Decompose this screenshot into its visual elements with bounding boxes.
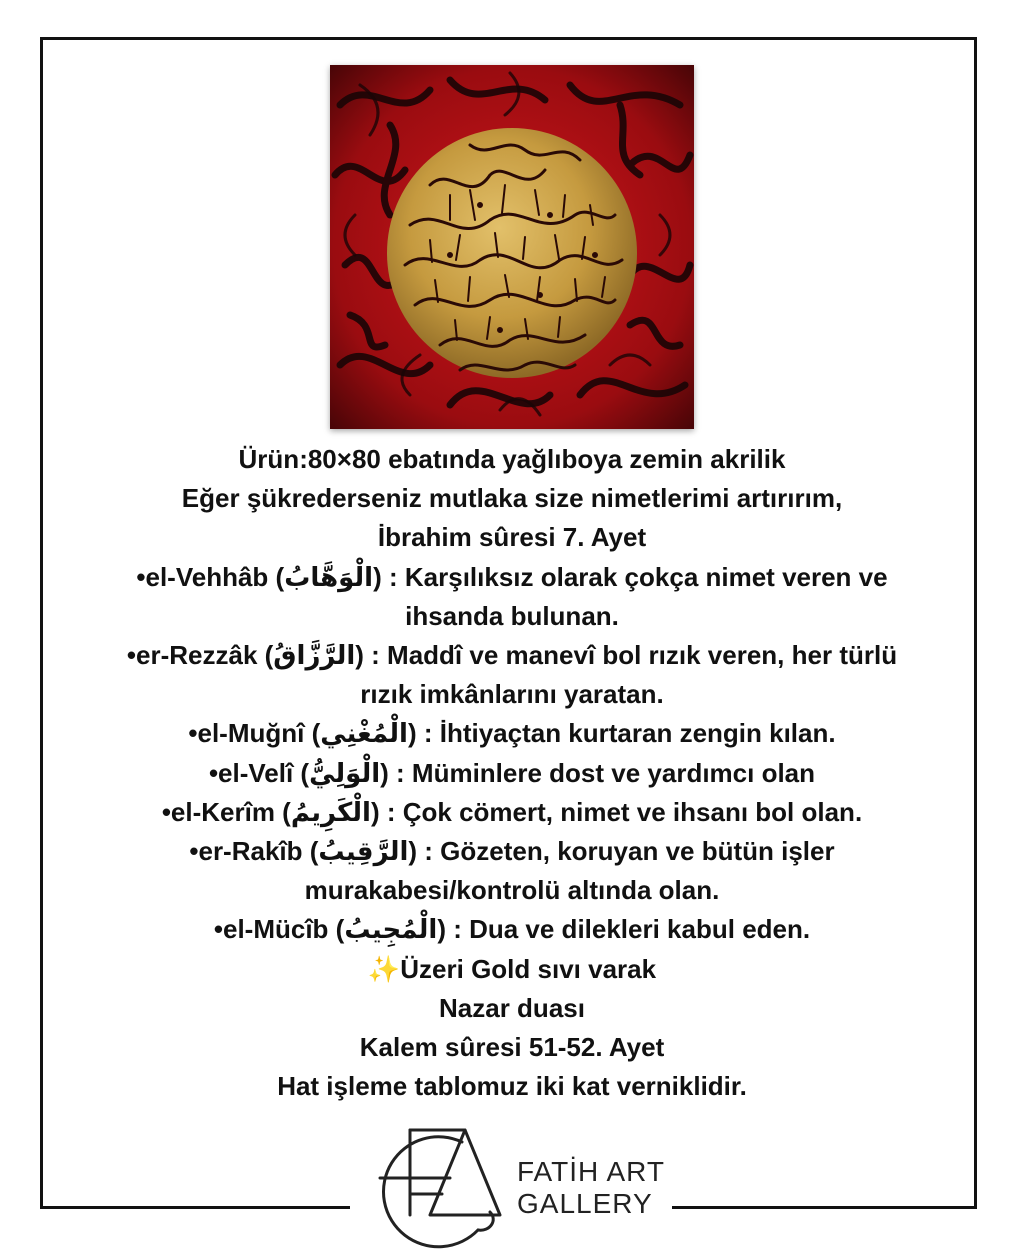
fatih-art-gallery-logo-icon [370,1120,510,1257]
name-veli-line: •el-Velî (الْوَلِيُّ) : Müminlere dost ve yardımcı olan [208,757,816,788]
name-rezzak-line: •er-Rezzâk (الرَّزَّاقُ) : Maddî ve manevî bol rızık veren, her türlü [126,640,898,671]
frame-bottom-right [672,1206,977,1209]
name-vehhab-continuation: ihsanda bulunan. [405,600,619,631]
name-kerim-line: •el-Kerîm (الْكَرِيمُ) : Çok cömert, nimet ve ihsanı bol olan. [161,796,863,827]
product-size-line: Ürün:80×80 ebatında yağlıboya zemin akrilik [238,444,786,474]
varnish-line: Hat işleme tablomuz iki kat verniklidir. [277,1071,747,1102]
frame-bottom-left [40,1206,350,1209]
name-mugni-line: •el-Muğnî (الْمُغْنِي) : İhtiyaçtan kurtaran zengin kılan. [188,718,836,749]
product-description [60,440,964,1106]
verse-line: Eğer şükrederseniz mutlaka size nimetlerimi artırırım, [181,483,843,514]
name-mucib-line: •el-Mücîb (الْمُجِيبُ) : Dua ve dilekleri kabul eden. [213,914,811,945]
calligraphy-painting-image [330,65,694,429]
gallery-name-line2: GALLERY [517,1188,653,1219]
kalem-suresi-line: Kalem sûresi 51-52. Ayet [359,1032,665,1063]
gallery-name-line1: FATİH ART [517,1156,665,1187]
gallery-logo [360,1120,670,1257]
nazar-duasi-line: Nazar duası [439,992,585,1023]
name-rakib-line: •er-Rakîb (الرَّقِيبُ) : Gözeten, koruyan ve bütün işler [189,836,835,867]
calligraphy-painting-icon [330,65,694,429]
name-rakib-continuation: murakabesi/kontrolü altında olan. [304,875,720,906]
verse-reference-line: İbrahim sûresi 7. Ayet [377,522,647,553]
gallery-name [517,1156,665,1220]
name-vehhab-line: •el-Vehhâb (الْوَهَّابُ) : Karşılıksız olarak çokça nimet veren ve [136,561,888,592]
gold-leaf-line: ✨Üzeri Gold sıvı varak [367,953,657,984]
name-rezzak-continuation: rızık imkânlarını yaratan. [360,679,664,710]
